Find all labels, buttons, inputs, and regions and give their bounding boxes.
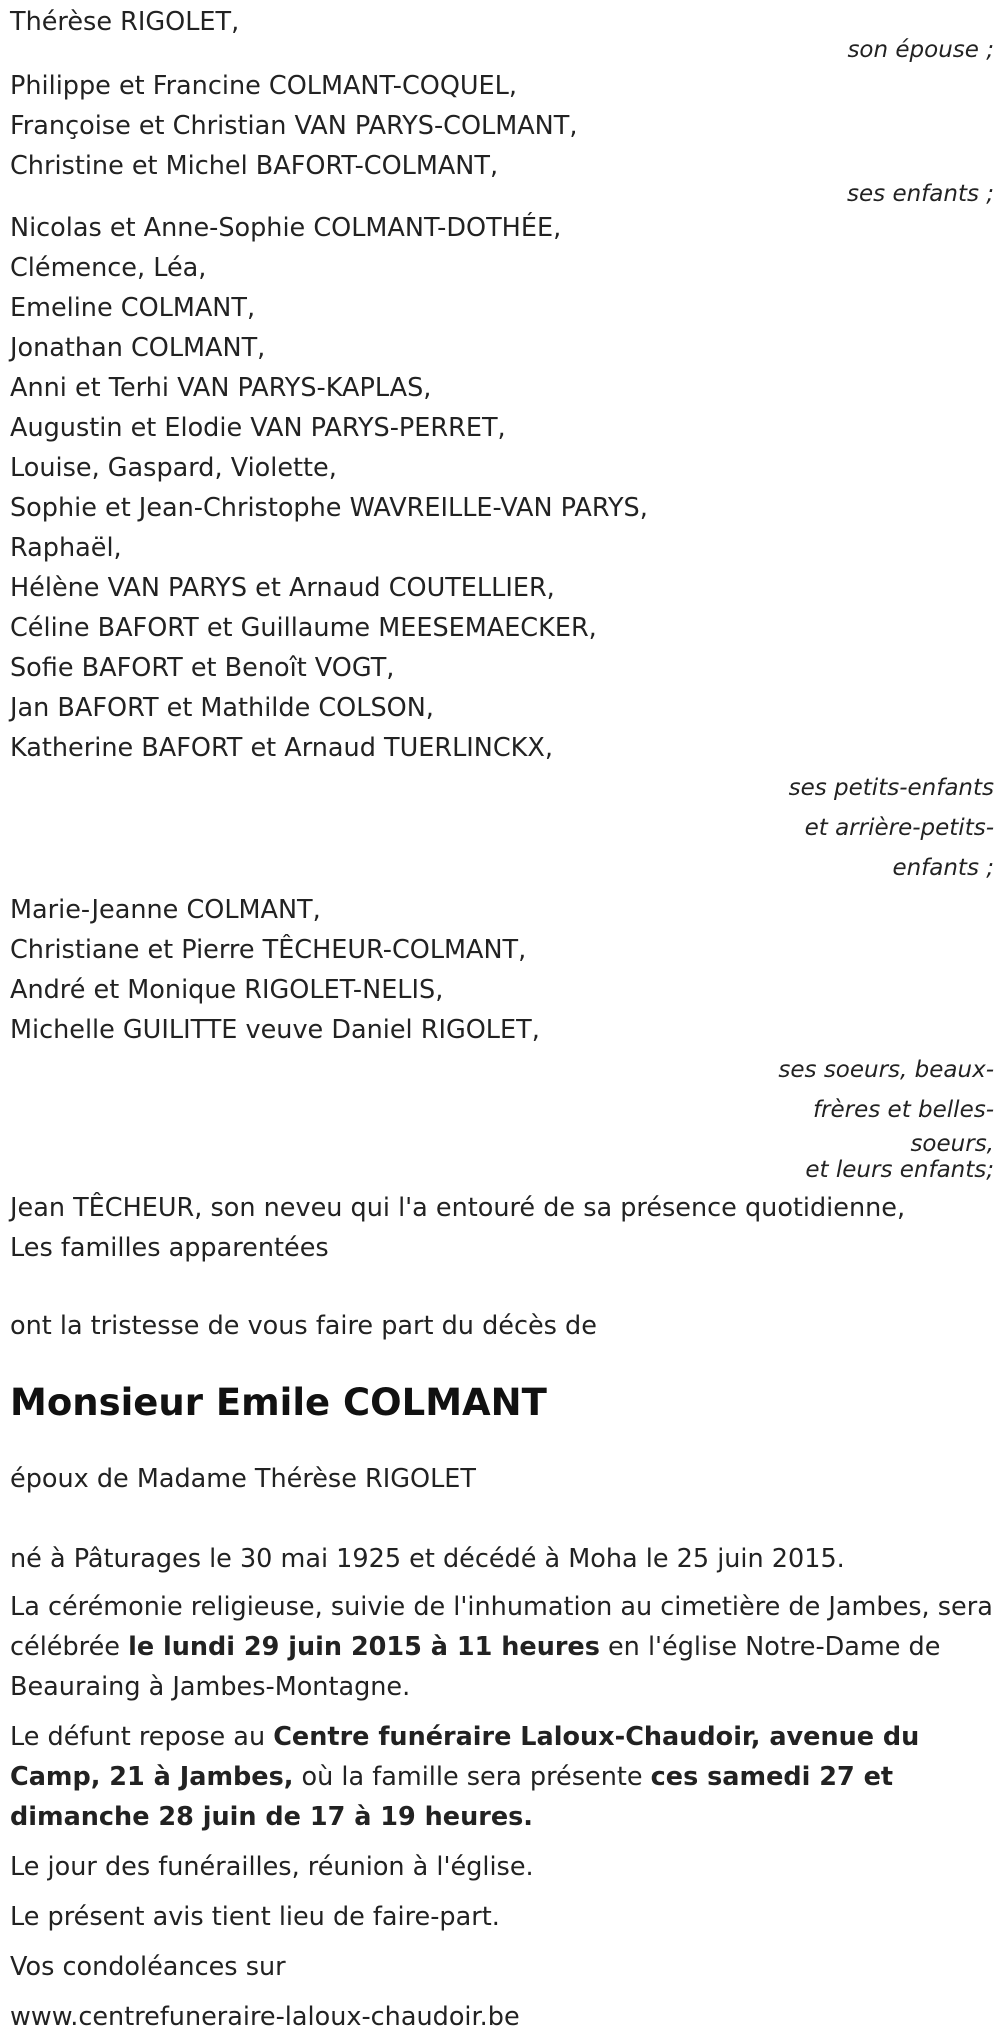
spouse-of-line: époux de Madame Thérèse RIGOLET (10, 1464, 476, 1494)
ceremony-paragraph (10, 1587, 994, 1707)
children-list (10, 66, 994, 186)
list-item: Katherine BAFORT et Arnaud TUERLINCKX, (10, 733, 553, 763)
nephew-line: Jean TÊCHEUR, son neveu qui l'a entouré de sa présence quotidienne, (10, 1193, 906, 1223)
spouse-role: son épouse ; (847, 37, 994, 63)
funeral-day-line: Le jour des funérailles, réunion à l'église. (10, 1852, 534, 1882)
list-item: Anni et Terhi VAN PARYS-KAPLAS, (10, 373, 432, 403)
rest-paragraph (10, 1717, 994, 1837)
list-item: Marie-Jeanne COLMANT, (10, 895, 321, 925)
spouse-name: Thérèse RIGOLET, (10, 7, 240, 37)
condolences-line: Vos condoléances sur (10, 1952, 286, 1982)
obituary-notice (10, 0, 994, 2037)
rest-text: Le défunt repose au (10, 1722, 274, 1752)
birth-death-line: né à Pâturages le 30 mai 1925 et décédé à Moha le 25 juin 2015. (10, 1544, 845, 1574)
website-link[interactable]: www.centrefuneraire-laloux-chaudoir.be (10, 2002, 520, 2032)
list-item: Christiane et Pierre TÊCHEUR-COLMANT, (10, 935, 527, 965)
list-item: Emeline COLMANT, (10, 293, 256, 323)
list-item: André et Monique RIGOLET-NELIS, (10, 975, 444, 1005)
role-line: frères et belles- (812, 1097, 994, 1123)
list-item: Raphaël, (10, 533, 122, 563)
list-item: Michelle GUILITTE veuve Daniel RIGOLET, (10, 1015, 540, 1045)
ceremony-date: le lundi 29 juin 2015 à 11 heures (128, 1632, 600, 1662)
rest-time: ces samedi 27 et dimanche 28 juin de 17 à 19 heures. (10, 1762, 894, 1832)
ceremony-text: La cérémonie religieuse, suivie de l'inhumation au cimetière de Jambes, sera célébrée (10, 1592, 993, 1662)
ceremony-text: en l'église Notre-Dame de Beauraing à Jambes-Montagne. (10, 1632, 941, 1702)
list-item: Céline BAFORT et Guillaume MEESEMAECKER, (10, 613, 597, 643)
deceased-name: Monsieur Emile COLMANT (10, 1381, 547, 1424)
rest-text: où la famille sera présente (293, 1762, 651, 1792)
role-line: ses petits-enfants (788, 775, 994, 801)
role-line: enfants ; (892, 855, 994, 881)
list-item: Jonathan COLMANT, (10, 333, 266, 363)
role-line: soeurs, (910, 1131, 994, 1157)
list-item: Françoise et Christian VAN PARYS-COLMANT, (10, 111, 578, 141)
list-item: Nicolas et Anne-Sophie COLMANT-DOTHÉE, (10, 213, 562, 243)
list-item: Sofie BAFORT et Benoît VOGT, (10, 653, 395, 683)
siblings-list (10, 890, 994, 1050)
list-item: Philippe et Francine COLMANT-COQUEL, (10, 71, 517, 101)
role-line: ses soeurs, beaux- (778, 1057, 994, 1083)
list-item: Hélène VAN PARYS et Arnaud COUTELLIER, (10, 573, 555, 603)
role-line: et arrière-petits- (804, 815, 994, 841)
list-item: Jan BAFORT et Mathilde COLSON, (10, 693, 434, 723)
grandchildren-role (10, 768, 994, 888)
role-line: et leurs enfants; (805, 1157, 994, 1183)
list-item: Louise, Gaspard, Violette, (10, 453, 337, 483)
families-line: Les familles apparentées (10, 1233, 329, 1263)
list-item: Christine et Michel BAFORT-COLMANT, (10, 151, 499, 181)
rest-place: Centre funéraire Laloux-Chaudoir, avenue du Camp, 21 à Jambes, (10, 1722, 920, 1792)
announcement-line: ont la tristesse de vous faire part du décès de (10, 1311, 597, 1341)
grandchildren-list (10, 208, 994, 768)
list-item: Sophie et Jean-Christophe WAVREILLE-VAN PARYS, (10, 493, 648, 523)
list-item: Augustin et Elodie VAN PARYS-PERRET, (10, 413, 506, 443)
children-role: ses enfants ; (847, 181, 994, 207)
notice-line: Le présent avis tient lieu de faire-part. (10, 1902, 500, 1932)
list-item: Clémence, Léa, (10, 253, 207, 283)
siblings-role (10, 1050, 994, 1182)
